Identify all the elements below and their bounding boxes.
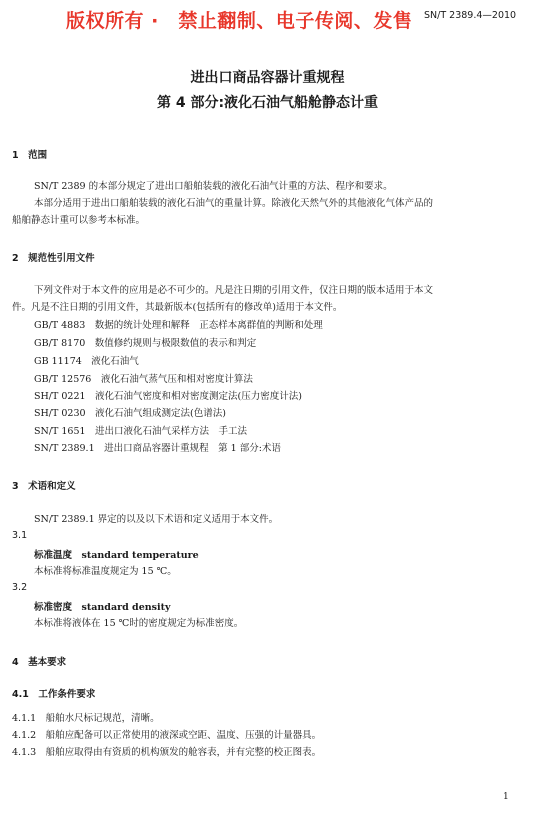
reference-item: GB/T 8170 数值修约规则与极限数值的表示和判定	[34, 338, 257, 349]
section-1-para-1: SN/T 2389 的本部分规定了进出口船舶装载的液化石油气计重的方法、程序和要求。	[34, 181, 393, 192]
page-number: 1	[503, 792, 509, 802]
reference-item: SN/T 2389.1 进出口商品容器计重规程 第 1 部分:术语	[34, 443, 281, 454]
subsection-4-1-heading: 4.1 工作条件要求	[12, 689, 96, 700]
reference-item: GB 11174 液化石油气	[34, 356, 139, 367]
reference-item: GB/T 12576 液化石油气蒸气压和相对密度计算法	[34, 374, 253, 385]
term-definition: 本标准将标准温度规定为 15 ℃。	[34, 566, 177, 577]
section-1-para-2a: 本部分适用于进出口船舶装载的液化石油气的重量计算。除液化天然气外的其他液化气体产品的	[34, 198, 434, 209]
requirement-item: 4.1.1 船舶水尺标记规范，清晰。	[12, 713, 160, 724]
term-number: 3.1	[12, 530, 28, 541]
reference-item: GB/T 4883 数据的统计处理和解释 正态样本离群值的判断和处理	[34, 320, 323, 331]
term-definition: 本标准将液体在 15 ℃时的密度规定为标准密度。	[34, 618, 244, 629]
section-3-intro: SN/T 2389.1 界定的以及以下术语和定义适用于本文件。	[34, 514, 279, 525]
requirement-item: 4.1.3 船舶应取得由有资质的机构颁发的舱容表，并有完整的校正图表。	[12, 747, 322, 758]
reference-item: SN/T 1651 进出口液化石油气采样方法 手工法	[34, 426, 248, 437]
section-2-para-1b: 件。凡是不注日期的引用文件，其最新版本(包括所有的修改单)适用于本文件。	[12, 302, 343, 313]
section-1-heading: 1 范围	[12, 150, 48, 161]
term-heading: 标准密度 standard density	[34, 602, 171, 613]
term-heading: 标准温度 standard temperature	[34, 550, 199, 561]
document-subtitle: 第 4 部分:液化石油气船舱静态计重	[156, 95, 379, 111]
reference-item: SH/T 0230 液化石油气组成测定法(色谱法)	[34, 408, 226, 419]
section-4-heading: 4 基本要求	[12, 657, 67, 668]
watermark-banner: 版权所有 · 禁止翻制、电子传阅、发售	[66, 10, 413, 32]
section-2-para-1a: 下列文件对于本文件的应用是必不可少的。凡是注日期的引用文件，仅注日期的版本适用于本文	[34, 285, 434, 296]
section-2-heading: 2 规范性引用文件	[12, 253, 95, 264]
document-title: 进出口商品容器计重规程	[190, 70, 345, 86]
reference-item: SH/T 0221 液化石油气密度和相对密度测定法(压力密度计法)	[34, 391, 302, 402]
term-number: 3.2	[12, 582, 28, 593]
requirement-item: 4.1.2 船舶应配备可以正常使用的液深或空距、温度、压强的计量器具。	[12, 730, 322, 741]
section-3-heading: 3 术语和定义	[12, 481, 76, 492]
standard-number: SN/T 2389.4—2010	[424, 10, 517, 21]
section-1-para-2b: 船舶静态计重可以参考本标准。	[12, 215, 146, 226]
